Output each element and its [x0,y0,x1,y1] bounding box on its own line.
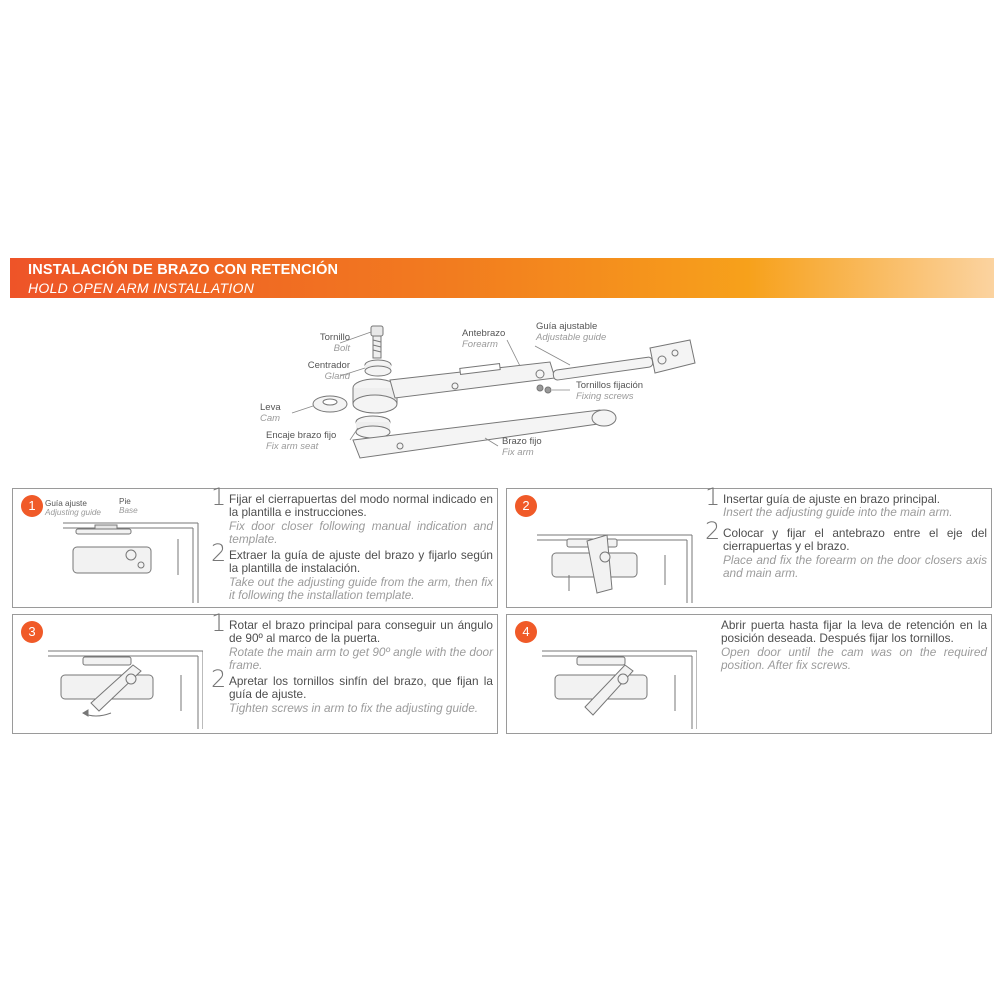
section-header-banner [10,258,994,298]
step-1: 1 Rotar el brazo principal para conseguir un ángulo de 90º al marco de la puerta. Rotate the main arm to get 90º angle with the door frame. [211,609,493,673]
step-2: 2 Extraer la guía de ajuste del brazo y fijarlo según la plantilla de instalación. Take out the adjusting guide from the arm, then fix it following the installation template. [211,539,493,603]
callout-fix-arm: Brazo fijo Fix arm [502,436,542,458]
step-2: 2 Apretar los tornillos sinfín del brazo, que fijan la guía de ajuste. Tighten screws in arm to fix the adjusting guide. [211,665,493,715]
step-1: 1 Fijar el cierrapuertas del modo normal indicado en la plantilla e instrucciones. Fix door closer following manual indication and template. [211,483,493,547]
section-subtitle: HOLD OPEN ARM INSTALLATION [28,280,255,296]
instruction-panel-1 [12,483,498,608]
step-1: Abrir puerta hasta fijar la leva de retención en la posición deseada. Después fijar los tornillos. Open door until the cam was on the required position. After fix screws. [721,618,987,673]
step-badge: 4 [515,621,537,643]
instruction-panel-2 [506,483,992,608]
step-badge: 1 [21,495,43,517]
callout-bolt: Tornillo Bolt [319,332,350,354]
exploded-arm-diagram [250,318,730,468]
callout-adjustable-guide: Guía ajustable Adjustable guide [536,321,607,343]
label-base: Pie Base [119,497,138,515]
label-adjusting-guide: Guía ajuste Adjusting guide [45,499,101,517]
step-2: 2 Colocar y fijar el antebrazo entre el eje del cierrapuertas y el brazo. Place and fix the forearm on the door closers axis and main arm. [705,517,987,581]
callout-forearm: Antebrazo Forearm [462,328,506,350]
step-badge: 2 [515,495,537,517]
callout-gland: Centrador Gland [307,360,350,382]
callout-cam: Leva Cam [260,402,281,424]
step-badge: 3 [21,621,43,643]
door-closer-illustration [33,621,203,729]
step-1: 1 Insertar guía de ajuste en brazo principal. Insert the adjusting guide into the main arm. [705,483,953,520]
section-title: INSTALACIÓN DE BRAZO CON RETENCIÓN [28,262,339,278]
callout-fixing-screws: Tornillos fijación Fixing screws [576,380,644,402]
door-closer-illustration [527,495,697,603]
callout-fix-arm-seat: Encaje brazo fijo Fix arm seat [266,430,337,452]
instruction-panel-3 [12,609,498,734]
instruction-panel-4 [506,614,992,734]
door-closer-illustration [527,621,697,729]
